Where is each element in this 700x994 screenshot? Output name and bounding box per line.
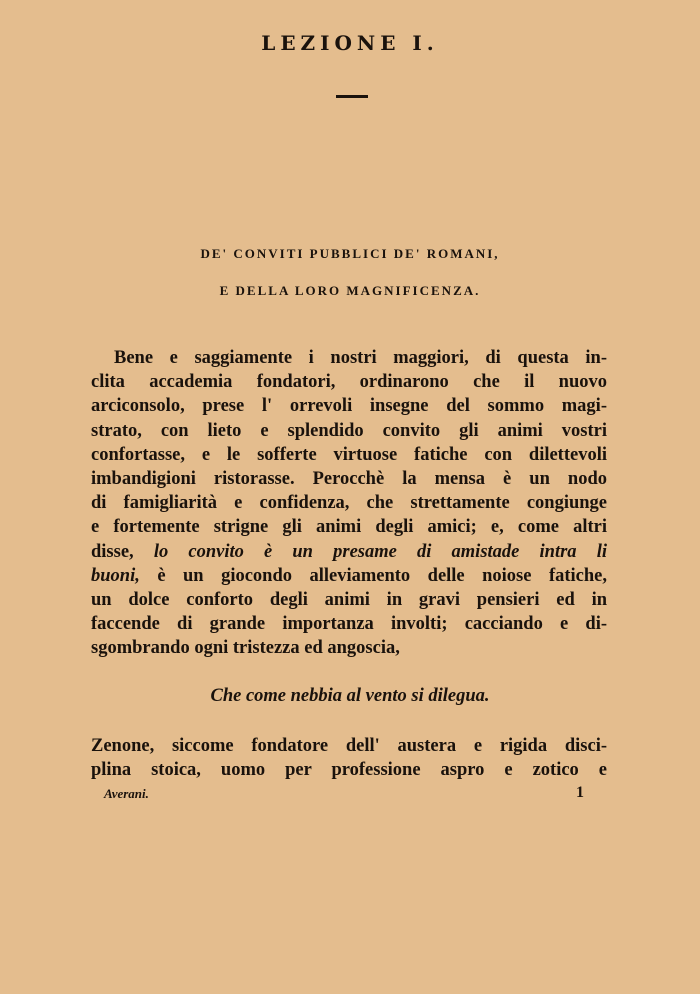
chapter-title-line1: DE' CONVITI PUBBLICI DE' ROMANI, [200, 246, 500, 261]
signature-mark: 1 [576, 784, 584, 801]
chapter-title-line2: E DELLA LORO MAGNIFICENZA. [219, 283, 481, 298]
text-span: disse, [91, 541, 154, 562]
text-line: Bene e saggiamente i nostri maggiori, di questa in- [114, 348, 607, 368]
text-line-quote-end [91, 564, 607, 588]
text-line: clita accademia fondatori, ordinarono che il nuovo [91, 372, 607, 393]
verse-quote: Che come nebbia al vento si dilegua. [210, 686, 490, 706]
quoted-text: lo convito è un presame di amistade intra li [153, 541, 607, 562]
printer-signature: Averani. [104, 786, 149, 801]
text-line: strato, con lieto e splendido convito gli animi vostri [91, 420, 607, 441]
text-line-quote-start [91, 540, 607, 564]
text-line: e fortemente strigne gli animi degli amici; e, come altri [91, 517, 607, 538]
text-line: confortasse, e le sofferte virtuose fatiche con dilettevoli [91, 444, 607, 465]
text-line: faccende di grande importanza involti; cacciando e di- [91, 614, 607, 635]
text-line: di famigliarità e confidenza, che strettamente congiunge [91, 493, 607, 514]
quoted-text: buoni, [91, 565, 140, 586]
text-span: è un giocondo alleviamento delle noiose fatiche, [139, 565, 607, 586]
paragraph-2 [91, 734, 607, 782]
lesson-heading: LEZIONE I. [261, 31, 439, 55]
text-line: imbandigioni ristorasse. Perocchè la mensa è un nodo [91, 468, 607, 489]
text-line: sgombrando ogni tristezza ed angoscia, [91, 638, 400, 659]
text-line: Zenone, siccome fondatore dell' austera e rigida disci- [91, 736, 607, 756]
heading-rule [336, 95, 368, 98]
text-line: plina stoica, uomo per professione aspro e zotico e [91, 760, 607, 781]
text-line: un dolce conforto degli animi in gravi pensieri ed in [91, 589, 607, 610]
text-line: arciconsolo, prese l' orrevoli insegne del sommo magi- [91, 396, 607, 417]
paragraph-1 [91, 346, 607, 660]
